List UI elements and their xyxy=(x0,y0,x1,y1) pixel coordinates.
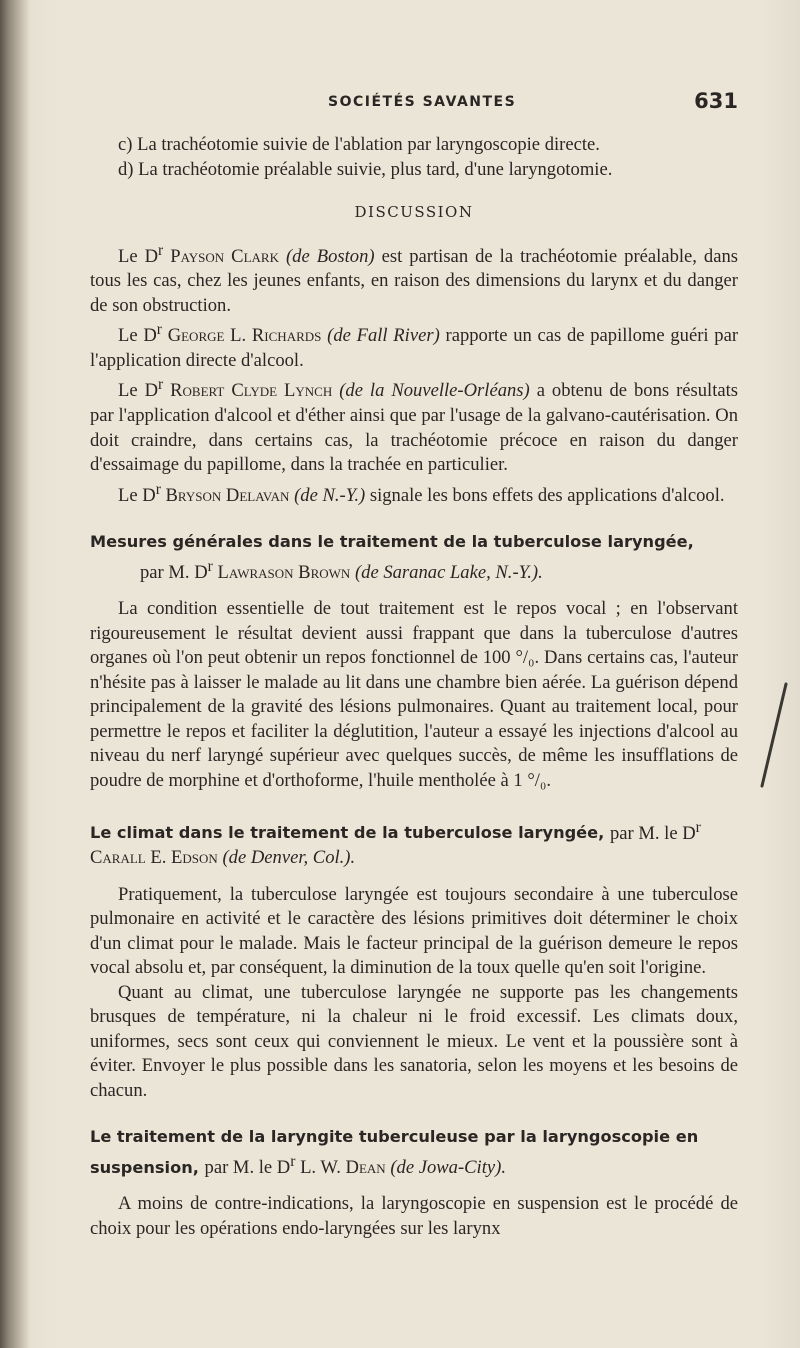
discussion-title: DISCUSSION xyxy=(354,203,474,221)
author-name: Payson Clark xyxy=(170,245,279,267)
section-heading-1: Mesures générales dans le traitement de la tuberculose laryngée, par M. $D^r$ Lawrason Brown (de Saranac Lake, N.-Y.). xyxy=(90,532,694,583)
author-name: Bryson Delavan xyxy=(165,484,290,506)
section2-paragraph-2: Quant au climat, une tuberculose laryngée ne supporte pas les changements brusques de température, ni la chaleur ni le froid excessif. Les climats doux, uniformes, secs sont ceux qui conviennent le mieux. Le vent et la poussière sont à éviter. Envoyer le plus possible dans les sanatoria, selon les moyens et les besoins de chacun. xyxy=(90,981,738,1101)
section2-paragraph-1: Pratiquement, la tuberculose laryngée est toujours secondaire à une tuberculose pulmonaire en activité et le caractère des lésions primitives doit déterminer le choix d'un climat pour le malade. Mais le facteur principal de la guérison demeure le repos vocal absolu et, par conséquent, la diminution de la toux quelle qu'en soit l'origine. xyxy=(90,883,738,979)
margin-pencil-mark xyxy=(754,680,794,790)
book-spine-shadow xyxy=(0,0,30,1348)
discussion-paragraph-1: Le $D^r$ Payson Clark (de Boston) est partisan de la trachéotomie préalable, dans tous les cas, chez les jeunes enfants, en raison des dimensions du larynx et du danger de son obstruction. xyxy=(90,241,739,316)
section1-paragraph-1: La condition essentielle de tout traitement est le repos vocal ; en l'observant rigoureusement le résultat devient aussi frappant que dans la tuberculose d'autres organes où l'on peut obtenir un repos fonctionnel de 100 °/₀. Dans certains cas, l'auteur n'hésite pas à laisser le malade au lit dans une chambre bien aérée. La guérison dépend principalement de la gravité des lésions pulmonaires. Quant au traitement local, pour permettre le repos et faciliter la déglutition, l'auteur a essayé les injections d'alcool au niveau du nerf laryngé supérieur avec quelques succès, de même les insufflations de poudre de morphine et d'orthoforme, l'huile mentholée à 1 °/₀. xyxy=(90,598,738,791)
page-number: 631 xyxy=(694,89,738,113)
discussion-paragraph-2: Le $D^r$ George L. Richards (de Fall River) rapporte un cas de papillome guéri par l'application directe d'alcool. xyxy=(90,321,739,371)
page-header xyxy=(90,89,740,120)
running-title: SOCIÉTÉS SAVANTES xyxy=(328,94,517,110)
author-name: Robert Clyde Lynch xyxy=(170,380,333,402)
discussion-paragraph-3: Le $D^r$ Robert Clyde Lynch (de la Nouvelle-Orléans) a obtenu de bons résultats par l'application d'alcool et d'éther ainsi que par l'usage de la galvano-cautérisation. On doit craindre, dans certains cas, la trachéotomie précoce en raison du danger d'essaimage du papillome, dans la trachée en particulier. xyxy=(90,376,739,476)
list-item-d: d) La trachéotomie préalable suivie, plus tard, d'une laryngotomie. xyxy=(118,158,613,180)
discussion-paragraph-4: Le $D^r$ Bryson Delavan (de N.-Y.) signale les bons effets des applications d'alcool. xyxy=(118,480,725,506)
section3-paragraph-1: A moins de contre-indications, la laryngoscopie en suspension est le procédé de choix pour les opérations endo-laryngées sur les larynx xyxy=(90,1193,738,1239)
section-heading-3: Le traitement de la laryngite tuberculeuse par la laryngoscopie en suspension, par M. le $D^r$ L. W. Dean (de Jowa-City). xyxy=(90,1127,699,1178)
author-name: George L. Richards xyxy=(167,325,322,347)
section-heading-2: Le climat dans le traitement de la tuberculose laryngée, par M. le $D^r$ Carall E. Edson (de Denver, Col.). xyxy=(90,818,701,869)
body-text xyxy=(90,133,738,1241)
list-item-c: c) La trachéotomie suivie de l'ablation par laryngoscopie directe. xyxy=(118,134,600,155)
